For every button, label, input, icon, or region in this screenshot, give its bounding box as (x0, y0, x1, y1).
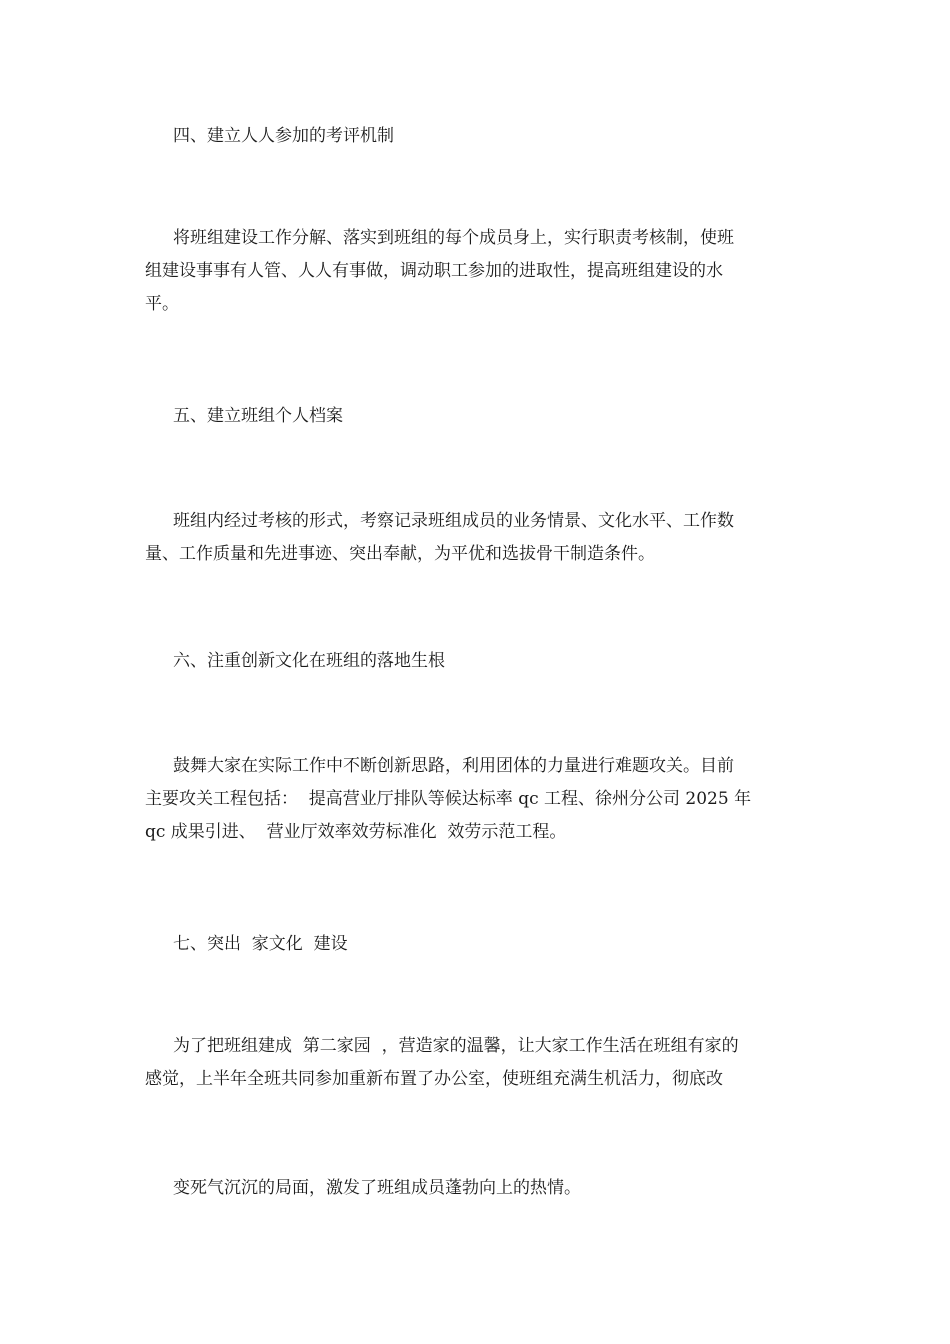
paragraph-line: 主要攻关工程包括： 提高营业厅排队等候达标率 qc 工程、徐州分公司 2025 年 (145, 789, 752, 809)
paragraph-line: 量、工作质量和先进事迹、突出奉献，为平优和选拔骨干制造条件。 (145, 544, 655, 564)
section-heading-7 (145, 928, 838, 961)
paragraph-assessment (145, 222, 810, 321)
paragraph-home-culture (145, 1030, 810, 1096)
paragraph-line: 变死气沉沉的局面，激发了班组成员蓬勃向上的热情。 (173, 1178, 581, 1198)
paragraph-line: qc 成果引进、 营业厅效率效劳标准化 效劳示范工程。 (145, 822, 567, 842)
heading-text: 五、建立班组个人档案 (173, 406, 343, 426)
section-heading-5 (145, 400, 838, 433)
paragraph-innovation (145, 750, 810, 849)
paragraph-line: 班组内经过考核的形式，考察记录班组成员的业务情景、文化水平、工作数 (173, 511, 734, 531)
section-heading-6 (145, 645, 838, 678)
paragraph-line: 为了把班组建成 第二家园 ，营造家的温馨，让大家工作生活在班组有家的 (173, 1036, 739, 1056)
heading-text: 四、建立人人参加的考评机制 (173, 126, 394, 146)
paragraph-archive (145, 505, 810, 571)
heading-text: 六、注重创新文化在班组的落地生根 (173, 651, 445, 671)
paragraph-line: 鼓舞大家在实际工作中不断创新思路，利用团体的力量进行难题攻关。目前 (173, 756, 734, 776)
paragraph-line: 感觉，上半年全班共同参加重新布置了办公室，使班组充满生机活力，彻底改 (145, 1069, 723, 1089)
paragraph-line: 组建设事事有人管、人人有事做，调动职工参加的进取性，提高班组建设的水 (145, 261, 723, 281)
paragraph-home-culture-continued (145, 1172, 810, 1205)
heading-text: 七、突出 家文化 建设 (173, 934, 348, 954)
paragraph-line: 平。 (145, 294, 179, 314)
section-heading-4 (145, 120, 838, 153)
paragraph-line: 将班组建设工作分解、落实到班组的每个成员身上，实行职责考核制，使班 (173, 228, 734, 248)
